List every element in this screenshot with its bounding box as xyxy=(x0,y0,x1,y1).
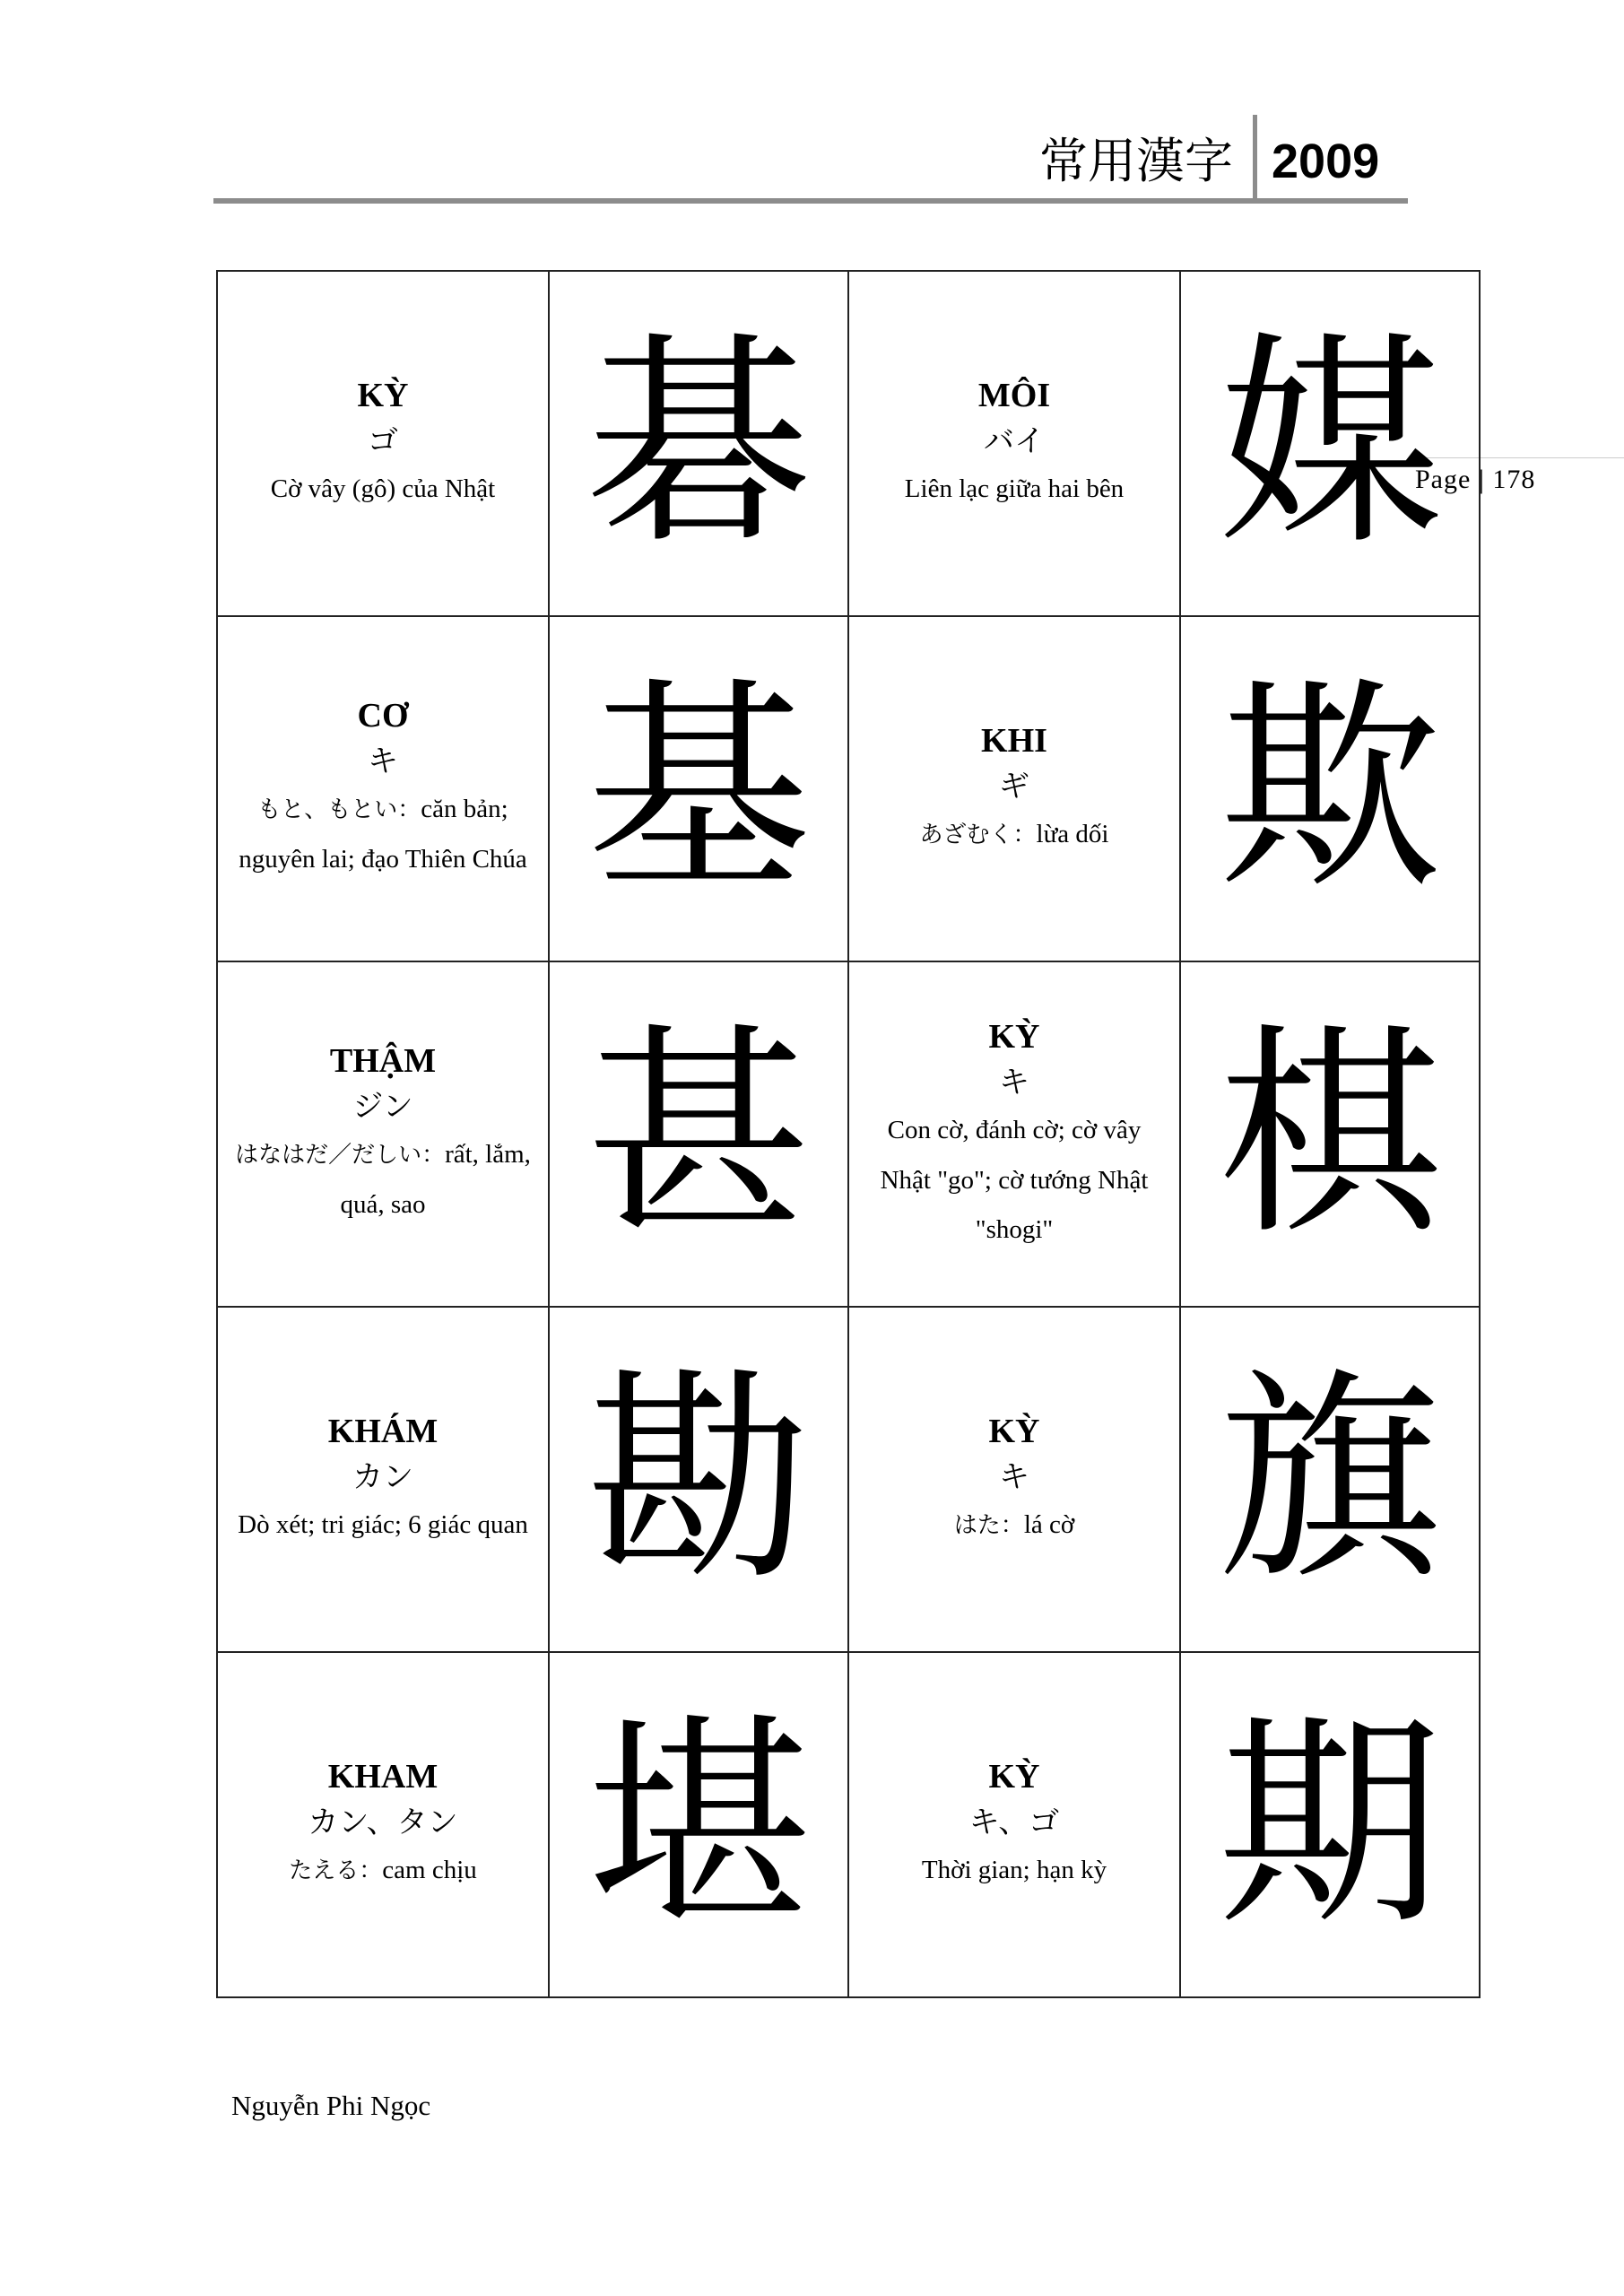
meaning xyxy=(865,465,1163,515)
kanji-row xyxy=(217,961,1480,1307)
kanji-character: 棋 xyxy=(1180,961,1480,1307)
meaning xyxy=(865,1846,1163,1896)
kanji-character: 期 xyxy=(1180,1652,1480,1997)
kanji-character: 碁 xyxy=(549,271,848,616)
on-reading: キ xyxy=(368,744,398,779)
kun-reading: もと、もとい： xyxy=(257,796,421,823)
kanji-character: 媒 xyxy=(1180,271,1480,616)
kanji-info-cell xyxy=(217,1307,549,1652)
meaning xyxy=(234,1130,532,1230)
meaning xyxy=(234,465,532,515)
kanji-info-cell xyxy=(217,1652,549,1997)
kanji-row xyxy=(217,616,1480,961)
kun-reading: はた： xyxy=(953,1511,1024,1539)
meaning-text: căn bản; nguyên lai; đạo Thiên Chúa xyxy=(239,795,527,874)
meaning-text: cam chịu xyxy=(382,1855,477,1884)
kanji-info-cell xyxy=(848,961,1180,1307)
meaning-text: rất, lắm, quá, sao xyxy=(340,1140,531,1219)
kanji-character: 堪 xyxy=(549,1652,848,1997)
on-reading: キ xyxy=(999,1458,1029,1495)
on-reading: ジン xyxy=(352,1089,413,1125)
on-reading: キ、ゴ xyxy=(968,1804,1060,1840)
meaning-text: lừa dối xyxy=(1036,819,1109,848)
sino-vietnamese-reading: KHI xyxy=(981,721,1047,760)
kanji-info-cell xyxy=(848,1307,1180,1652)
kanji-info-cell xyxy=(217,961,549,1307)
kanji-grid-body xyxy=(217,271,1480,1997)
meaning xyxy=(234,1846,532,1896)
sino-vietnamese-reading: MÔI xyxy=(977,376,1051,414)
meaning-text: Thời gian; hạn kỳ xyxy=(921,1855,1107,1884)
kanji-info-cell xyxy=(848,616,1180,961)
sino-vietnamese-reading: KỲ xyxy=(988,1412,1040,1450)
kanji-info-cell xyxy=(848,1652,1180,1997)
kanji-info-cell xyxy=(217,616,549,961)
header-year: 2009 xyxy=(1272,135,1380,188)
kanji-character: 甚 xyxy=(549,961,848,1307)
meaning xyxy=(865,810,1163,860)
kanji-info-cell xyxy=(217,271,549,616)
sino-vietnamese-reading: KỲ xyxy=(988,1757,1040,1796)
meaning-text: Con cờ, đánh cờ; cờ vây Nhật "go"; cờ tướng Nhật "shogi" xyxy=(880,1115,1149,1244)
kanji-character: 基 xyxy=(549,616,848,961)
kanji-grid xyxy=(216,270,1481,1998)
sino-vietnamese-reading: KỲ xyxy=(988,1017,1040,1056)
meaning xyxy=(234,1500,532,1551)
author-footer: Nguyễn Phi Ngọc xyxy=(231,2090,431,2121)
meaning-text: lá cờ xyxy=(1023,1509,1075,1539)
meaning-text: Dò xét; tri giác; 6 giác quan xyxy=(238,1509,528,1539)
kanji-character: 旗 xyxy=(1180,1307,1480,1652)
on-reading: ゴ xyxy=(368,422,398,459)
meaning xyxy=(234,785,532,884)
kanji-row xyxy=(217,271,1480,616)
on-reading: キ xyxy=(999,1064,1029,1100)
kun-reading: はなはだ／だしい： xyxy=(235,1142,446,1169)
kanji-row xyxy=(217,1652,1480,1997)
on-reading: バイ xyxy=(984,422,1045,459)
sino-vietnamese-reading: CƠ xyxy=(357,697,409,735)
header-title: 常用漢字 xyxy=(1039,133,1233,189)
meaning-text: Liên lạc giữa hai bên xyxy=(904,474,1125,503)
meaning-text: Cờ vây (gô) của Nhật xyxy=(270,474,496,503)
meaning xyxy=(865,1106,1163,1255)
kanji-info-cell xyxy=(848,271,1180,616)
kun-reading: あざむく： xyxy=(919,821,1037,848)
kanji-character: 欺 xyxy=(1180,616,1480,961)
on-reading: カン xyxy=(352,1458,413,1495)
sino-vietnamese-reading: THẬM xyxy=(329,1042,437,1080)
kun-reading: たえる： xyxy=(289,1857,383,1884)
page-number: Page | 178 xyxy=(1415,465,1536,494)
meaning xyxy=(865,1500,1163,1551)
kanji-row xyxy=(217,1307,1480,1652)
header-rule xyxy=(213,198,1408,204)
on-reading: ギ xyxy=(999,768,1029,804)
on-reading: カン、タン xyxy=(308,1804,458,1840)
sino-vietnamese-reading: KHÁM xyxy=(327,1412,439,1450)
sino-vietnamese-reading: KỲ xyxy=(357,376,409,414)
kanji-character: 勘 xyxy=(549,1307,848,1652)
header-divider xyxy=(1253,115,1257,203)
sino-vietnamese-reading: KHAM xyxy=(327,1757,439,1796)
